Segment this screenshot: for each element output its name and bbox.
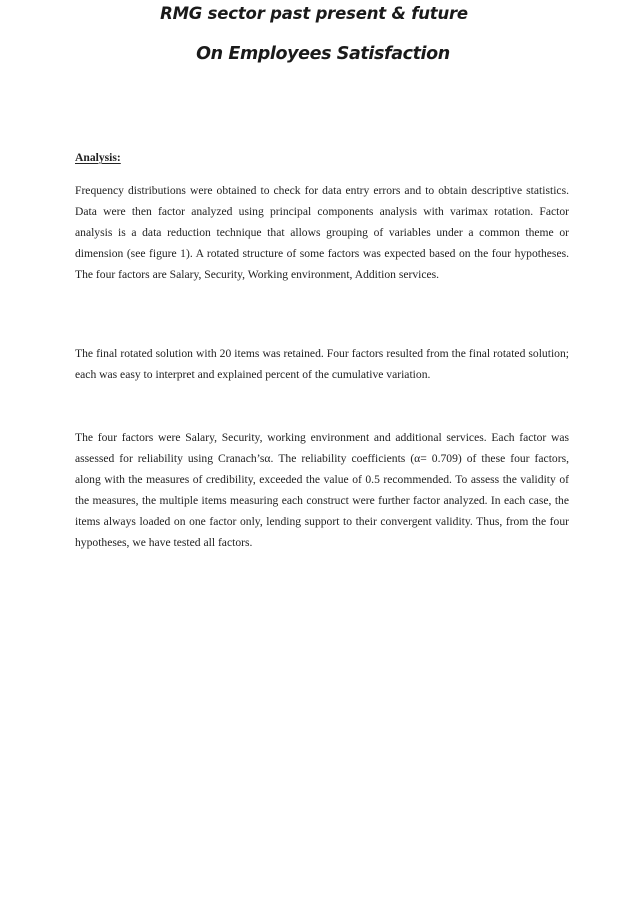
paragraph: Frequency distributions were obtained to check for data entry errors and to obtain descriptive statistics. Data were then factor analyzed using principal components analysis with varimax rotation. Factor analysis is a data reduction technique that allows grouping of variables under a common theme or dimension (see figure 1). A rotated structure of some factors was expected based on the four hypotheses. The four factors are Salary, Security, Working environment, Addition services. xyxy=(75,184,569,282)
paragraph: The final rotated solution with 20 items was retained. Four factors resulted from the final rotated solution; each was easy to interpret and explained percent of the cumulative variation. xyxy=(75,347,569,382)
document-header-title: RMG sector past present & future xyxy=(160,4,468,23)
document-header-subtitle: On Employees Satisfaction xyxy=(196,44,450,64)
section-heading: Analysis: xyxy=(75,151,121,164)
paragraph: The four factors were Salary, Security, working environment and additional services. Each factor was assessed for reliability using Cranach’sα. The reliability coefficients (α= 0.709) of these four factors, along with the measures of credibility, exceeded the value of 0.5 recommended. To assess the validity of the measures, the multiple items measuring each construct were further factor analyzed. In each case, the items always loaded on one factor only, lending support to their convergent validity. Thus, from the four hypotheses, we have tested all factors. xyxy=(75,431,569,550)
